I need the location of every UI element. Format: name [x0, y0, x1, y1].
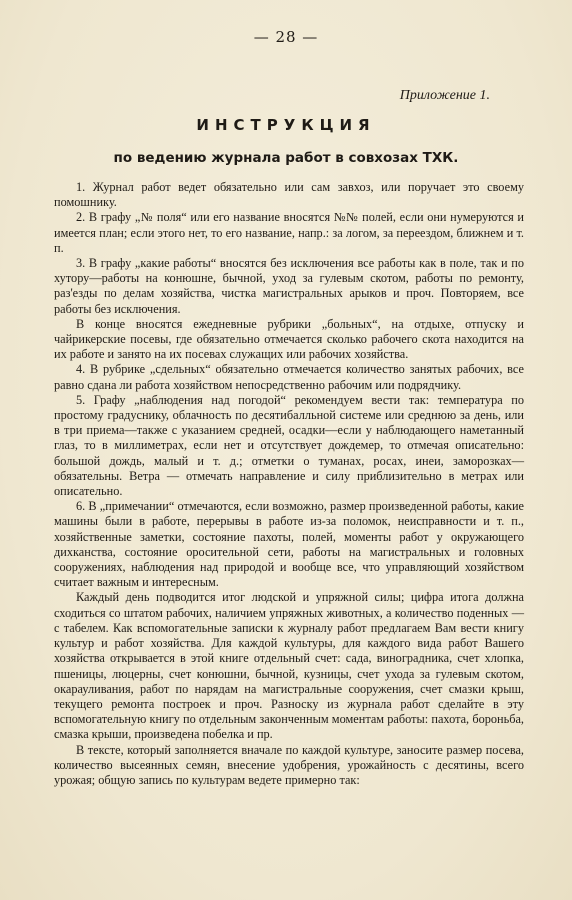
paragraph-4: 4. В рубрике „сдельных“ обязательно отмечается количество занятых рабочих, все равно сдана ли работа хозяйством непосредственно рабочим или подрядчику. — [54, 362, 524, 392]
paragraph-3: 3. В графу „какие работы“ вносятся без исключения все работы как в поле, так и по хутору—работы на конюшне, бычной, уход за гулевым скотом, работы по ремонту, раз'езды по делам хозяйства, чистка магистральных арыков и проч. Повторяем, все работы без исключения. — [54, 256, 524, 316]
paragraph-2: 2. В графу „№ поля“ или его название вносятся №№ полей, если они нумеруются и имеется план; если этого нет, то его название, напр.: за логом, за переездом, ближнем и т. п. — [54, 210, 524, 255]
document-title: ИНСТРУКЦИЯ — [196, 116, 376, 134]
document-subtitle: по ведению журнала работ в совхозах ТХК. — [113, 150, 459, 166]
paragraph-6: 6. В „примечании“ отмечаются, если возможно, размер произведенной работы, какие машины были в работе, перерывы в работе из-за поломок, неисправности и т. п., хозяйственные заметки, состояние пахоты, полей, моменты работ у окружающего дихканства, состояние оросительной сети, работы на магистральных и головных сооружениях, наблюдения над природой и вообще все, что управляющий хозяйством считает важным и интересным. — [54, 499, 524, 590]
paragraph-daily-totals: Каждый день подводится итог людской и упряжной силы; цифра итога должна сходиться со штатом рабочих, наличием упряжных животных, а количество поденных — с табелем. Как вспомогательные записки к журналу работ предлагаем Вам вести книгу культур и работ хозяйства. Для каждой культуры, для каждого вида работ Вашего хозяйства открывается в этой книге отдельный счет: сада, виноградника, счет хлопка, пшеницы, люцерны, счет конюшни, бычной, кузницы, счет ухода за гулевым скотом, окарауливания, работ по нарядам на магистральные сооружения, счет смазки крыш, текущего ремонта построек и проч. Разноску из журнала работ сделайте в эту вспомогательную книгу по отдельным законченным моментам работы: пахота, бороньба, смазка крыши, произведена побелка и пр. — [54, 590, 524, 742]
paragraph-3-continued: В конце вносятся ежедневные рубрики „больных“, на отдыхе, отпуску и чайрикерские посевы, где обязательно отмечается сколько рабочего скота находится на их работе и занято на их посевах служащих или рабочих хозяйства. — [54, 316, 524, 362]
paragraph-5: 5. Графу „наблюдения над погодой“ рекомендуем вести так: температура по простому градуснику, облачность по десятибалльной системе или среднюю за день, или в три приема—также с указанием средней, осадки—если у наблюдающего наметанный глаз, то в миллиметрах, если нет и отсутствует дождемер, то отмечая описательно: большой дождь, малый и т. д.; отметки о туманах, росах, инеи, заморозках—обязательны. Ветра — отмечать направление и силу приблизительно в метрах или описательно. — [54, 392, 524, 499]
appendix-label: Приложение 1. — [399, 88, 490, 103]
page-number: — 28 — — [253, 28, 319, 46]
paragraph-1: 1. Журнал работ ведет обязательно или сам завхоз, или поручает это своему помошнику. — [54, 180, 524, 210]
paragraph-culture-text: В тексте, который заполняется вначале по каждой культуре, заносите размер посева, количество высеянных семян, внесение удобрения, урожайность с десятины, всего урожая; общую запись по культурам ведете примерно так: — [54, 742, 524, 787]
instruction-body — [54, 180, 524, 788]
